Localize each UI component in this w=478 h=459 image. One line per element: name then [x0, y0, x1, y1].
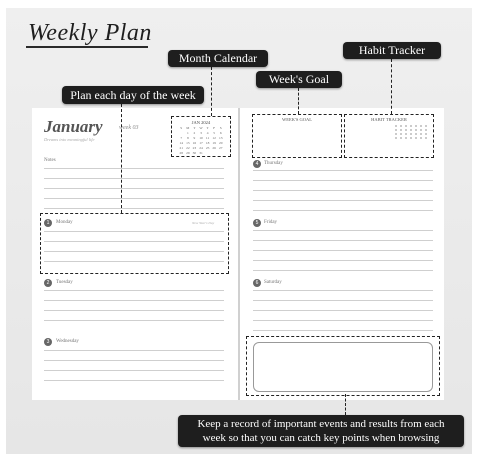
habit-dot	[395, 129, 397, 131]
habit-dot	[405, 137, 407, 139]
calendar-cell: 24	[199, 146, 203, 150]
calendar-cell: 2	[193, 131, 196, 135]
ruled-line	[44, 380, 224, 381]
ruled-line	[44, 168, 224, 169]
ruled-line	[253, 300, 433, 301]
ruled-line	[44, 198, 224, 199]
habit-dot	[400, 137, 402, 139]
habit-dot	[400, 125, 402, 127]
ruled-line	[253, 180, 433, 181]
day-number-saturday: 6	[253, 279, 261, 287]
ruled-line	[44, 208, 224, 209]
habit-dot	[410, 129, 412, 131]
habit-dot	[425, 129, 427, 131]
callout-habit-tracker: Habit Tracker	[343, 42, 441, 59]
calendar-cell: 16	[192, 141, 197, 145]
calendar-cell: 19	[212, 141, 216, 145]
callout-month-calendar: Month Calendar	[168, 50, 268, 67]
ruled-line	[253, 250, 433, 251]
calendar-cell: 14	[179, 141, 184, 145]
habit-tracker-box	[344, 114, 434, 158]
habit-dot	[395, 133, 397, 135]
weekly-record-frame	[253, 342, 433, 392]
ruled-line	[253, 200, 433, 201]
ruled-line	[44, 188, 224, 189]
callout-record-line2: week so that you can catch key points when browsing	[202, 432, 440, 444]
calendar-cell: 4	[206, 131, 209, 135]
calendar-cell: 1	[186, 131, 189, 135]
habit-dot	[405, 133, 407, 135]
calendar-cell: 18	[205, 141, 210, 145]
ruled-line	[253, 290, 433, 291]
habit-dot	[425, 133, 427, 135]
connector-plan-each-day	[121, 104, 122, 213]
habit-dot	[420, 129, 422, 131]
habit-dot	[405, 125, 407, 127]
tagline: Dreams into meaningful life	[44, 137, 95, 142]
habit-dot	[420, 125, 422, 127]
calendar-grid	[178, 126, 224, 155]
calendar-cell: 17	[199, 141, 203, 145]
habit-dot	[395, 125, 397, 127]
month-heading: January	[44, 117, 103, 136]
notes-label: Notes	[44, 158, 56, 163]
habit-dot	[415, 125, 417, 127]
ruled-line	[253, 330, 433, 331]
calendar-title: JAN 2024	[191, 120, 211, 125]
callout-record-line1: Keep a record of important events and results from each	[197, 418, 445, 430]
ruled-line	[44, 320, 224, 321]
month-calendar-box	[171, 116, 231, 157]
habit-dot	[400, 129, 402, 131]
page-title: Weekly Plan	[28, 20, 152, 46]
calendar-cell: 31	[199, 151, 203, 155]
day-number-monday: 1	[44, 219, 52, 227]
calendar-cell: 8	[186, 136, 189, 140]
habit-dot	[395, 137, 397, 139]
ruled-line	[253, 240, 433, 241]
calendar-cell: S	[180, 126, 183, 130]
weeks-goal-box	[252, 114, 342, 158]
ruled-line	[253, 170, 433, 171]
ruled-line	[253, 230, 433, 231]
connector-weeks-goal	[298, 88, 299, 114]
habit-dot	[415, 129, 417, 131]
calendar-cell: 3	[200, 131, 202, 135]
calendar-cell: 21	[179, 146, 184, 150]
calendar-cell: 23	[192, 146, 197, 150]
ruled-line	[44, 178, 224, 179]
calendar-cell: T	[193, 126, 196, 130]
calendar-cell: 13	[218, 136, 223, 140]
calendar-cell: 12	[212, 136, 216, 140]
calendar-cell: F	[213, 126, 216, 130]
connector-month-calendar	[211, 67, 212, 116]
ruled-line	[253, 210, 433, 211]
calendar-cell: 15	[186, 141, 190, 145]
ruled-line	[253, 310, 433, 311]
calendar-cell	[211, 151, 218, 155]
ruled-line	[253, 260, 433, 261]
ruled-line	[44, 350, 224, 351]
day-number-thursday: 4	[253, 160, 261, 168]
calendar-cell: 30	[192, 151, 197, 155]
calendar-cell: 9	[193, 136, 196, 140]
day-number-wednesday: 3	[44, 338, 52, 346]
habit-dot	[425, 137, 427, 139]
ruled-line	[44, 360, 224, 361]
calendar-cell: 25	[205, 146, 210, 150]
habit-dot	[420, 137, 422, 139]
habit-dot	[400, 133, 402, 135]
day-number-friday: 5	[253, 219, 261, 227]
ruled-line	[44, 370, 224, 371]
calendar-cell: 20	[218, 141, 223, 145]
calendar-cell: 22	[186, 146, 190, 150]
calendar-cell: 26	[212, 146, 216, 150]
calendar-cell: 29	[186, 151, 190, 155]
habit-dot	[425, 125, 427, 127]
calendar-cell: 11	[205, 136, 210, 140]
day-name-tuesday: Tuesday	[56, 280, 73, 285]
habit-dot	[415, 133, 417, 135]
ruled-line	[44, 290, 224, 291]
habit-tracker-label: HABIT TRACKER	[371, 117, 407, 122]
ruled-line	[44, 300, 224, 301]
callout-plan-each-day: Plan each day of the week	[62, 86, 204, 104]
calendar-cell: 27	[218, 146, 223, 150]
calendar-cell: W	[199, 126, 203, 130]
calendar-cell: 6	[219, 131, 222, 135]
planner-spine	[238, 108, 240, 400]
calendar-cell: 28	[179, 151, 184, 155]
ruled-line	[253, 320, 433, 321]
week-label: week 03	[119, 125, 139, 131]
ruled-line	[253, 270, 433, 271]
calendar-cell: 5	[213, 131, 215, 135]
monday-holiday-note: New Year's Day	[192, 221, 215, 225]
habit-dot	[410, 125, 412, 127]
calendar-cell: T	[206, 126, 209, 130]
habit-dot	[415, 137, 417, 139]
day-number-tuesday: 2	[44, 279, 52, 287]
connector-record	[345, 394, 346, 415]
ruled-line	[253, 190, 433, 191]
callout-weeks-goal: Week's Goal	[256, 71, 342, 88]
calendar-cell: M	[186, 126, 190, 130]
calendar-cell: 10	[199, 136, 203, 140]
day-name-friday: Friday	[264, 220, 278, 225]
day-name-thursday: Thursday	[264, 161, 283, 166]
connector-habit-tracker	[391, 59, 392, 114]
weeks-goal-label: WEEK'S GOAL	[282, 117, 312, 122]
habit-dot-grid	[395, 125, 430, 139]
callout-record	[178, 415, 464, 447]
title-underline	[26, 46, 148, 48]
monday-highlight-box	[40, 213, 229, 274]
habit-dot	[410, 133, 412, 135]
calendar-cell: S	[219, 126, 222, 130]
habit-dot	[410, 137, 412, 139]
habit-dot	[405, 129, 407, 131]
calendar-cell	[217, 151, 224, 155]
calendar-cell: 7	[180, 136, 183, 140]
habit-dot	[420, 133, 422, 135]
day-name-wednesday: Wednesday	[56, 339, 79, 344]
day-name-saturday: Saturday	[264, 280, 282, 285]
ruled-line	[44, 310, 224, 311]
day-name-monday: Monday	[56, 220, 73, 225]
